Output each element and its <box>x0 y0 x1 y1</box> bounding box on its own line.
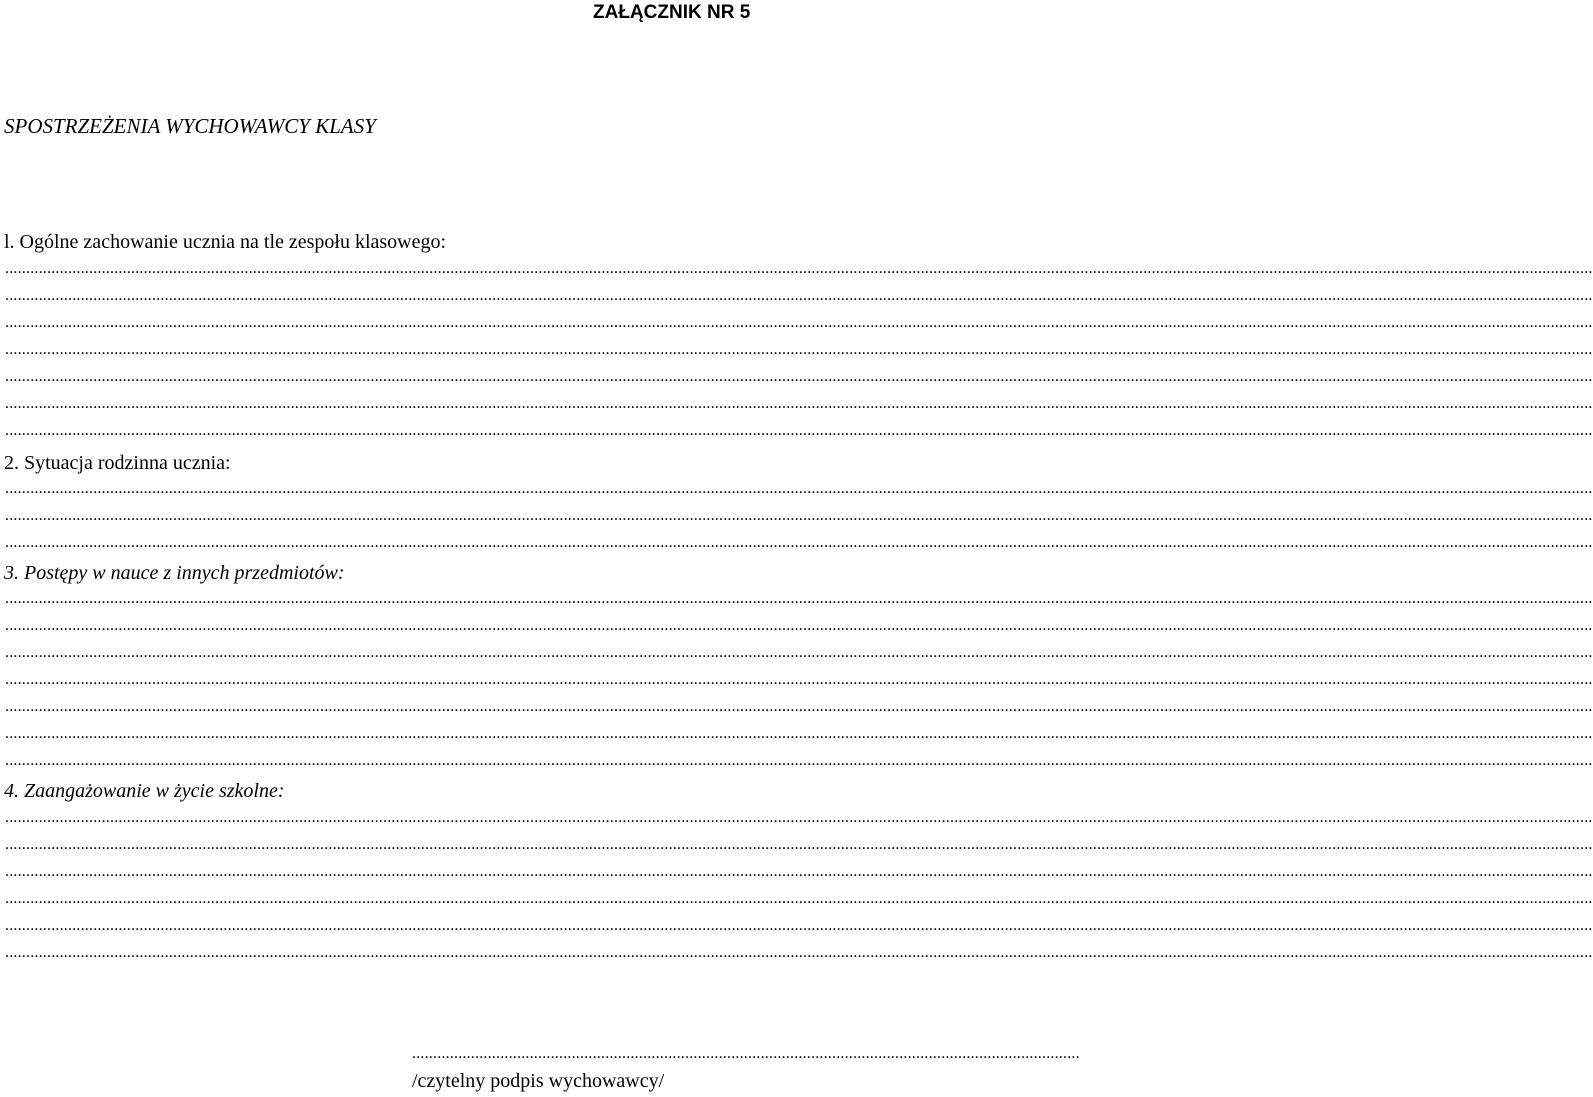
section-1-line-5[interactable]: .......................................................................................................................................................................................................................................................................................................................................................................................... <box>5 368 1593 385</box>
section-3-line-2[interactable]: .......................................................................................................................................................................................................................................................................................................................................................................................... <box>5 617 1593 634</box>
section-4-heading: 4. Zaangażowanie w życie szkolne: <box>4 780 285 802</box>
section-1-line-6[interactable]: .......................................................................................................................................................................................................................................................................................................................................................................................... <box>5 395 1593 412</box>
section-3-line-4[interactable]: .......................................................................................................................................................................................................................................................................................................................................................................................... <box>5 671 1593 688</box>
section-1-line-3[interactable]: .......................................................................................................................................................................................................................................................................................................................................................................................... <box>5 314 1593 331</box>
section-4-line-2[interactable]: .......................................................................................................................................................................................................................................................................................................................................................................................... <box>5 836 1593 853</box>
section-3-line-1[interactable]: .......................................................................................................................................................................................................................................................................................................................................................................................... <box>5 590 1593 607</box>
section-2-heading: 2. Sytuacja rodzinna ucznia: <box>4 452 231 474</box>
section-4-line-6[interactable]: .......................................................................................................................................................................................................................................................................................................................................................................................... <box>5 944 1593 961</box>
section-2-line-3[interactable]: .......................................................................................................................................................................................................................................................................................................................................................................................... <box>5 534 1593 551</box>
section-1-line-1[interactable]: .......................................................................................................................................................................................................................................................................................................................................................................................... <box>5 260 1593 277</box>
signature-caption: /czytelny podpis wychowawcy/ <box>412 1070 665 1092</box>
section-2-line-1[interactable]: .......................................................................................................................................................................................................................................................................................................................................................................................... <box>5 480 1593 497</box>
section-3-line-6[interactable]: .......................................................................................................................................................................................................................................................................................................................................................................................... <box>5 725 1593 742</box>
section-1-line-7[interactable]: .......................................................................................................................................................................................................................................................................................................................................................................................... <box>5 422 1593 439</box>
section-3-line-7[interactable]: .......................................................................................................................................................................................................................................................................................................................................................................................... <box>5 752 1593 769</box>
section-1-heading: l. Ogólne zachowanie ucznia na tle zespołu klasowego: <box>4 231 447 253</box>
section-3-line-5[interactable]: .......................................................................................................................................................................................................................................................................................................................................................................................... <box>5 698 1593 715</box>
section-4-line-5[interactable]: .......................................................................................................................................................................................................................................................................................................................................................................................... <box>5 917 1593 934</box>
section-3-line-3[interactable]: .......................................................................................................................................................................................................................................................................................................................................................................................... <box>5 644 1593 661</box>
section-1-line-2[interactable]: .......................................................................................................................................................................................................................................................................................................................................................................................... <box>5 287 1593 304</box>
section-3-heading: 3. Postępy w nauce z innych przedmiotów: <box>4 562 345 584</box>
signature-line[interactable]: ............................................................................................................................................................... <box>412 1045 1080 1062</box>
section-4-line-1[interactable]: .......................................................................................................................................................................................................................................................................................................................................................................................... <box>5 809 1593 826</box>
section-2-line-2[interactable]: .......................................................................................................................................................................................................................................................................................................................................................................................... <box>5 507 1593 524</box>
section-4-line-3[interactable]: .......................................................................................................................................................................................................................................................................................................................................................................................... <box>5 863 1593 880</box>
section-4-line-4[interactable]: .......................................................................................................................................................................................................................................................................................................................................................................................... <box>5 890 1593 907</box>
section-1-line-4[interactable]: .......................................................................................................................................................................................................................................................................................................................................................................................... <box>5 341 1593 358</box>
document-title: SPOSTRZEŻENIA WYCHOWAWCY KLASY <box>4 114 376 138</box>
attachment-label: ZAŁĄCZNIK NR 5 <box>593 2 751 23</box>
